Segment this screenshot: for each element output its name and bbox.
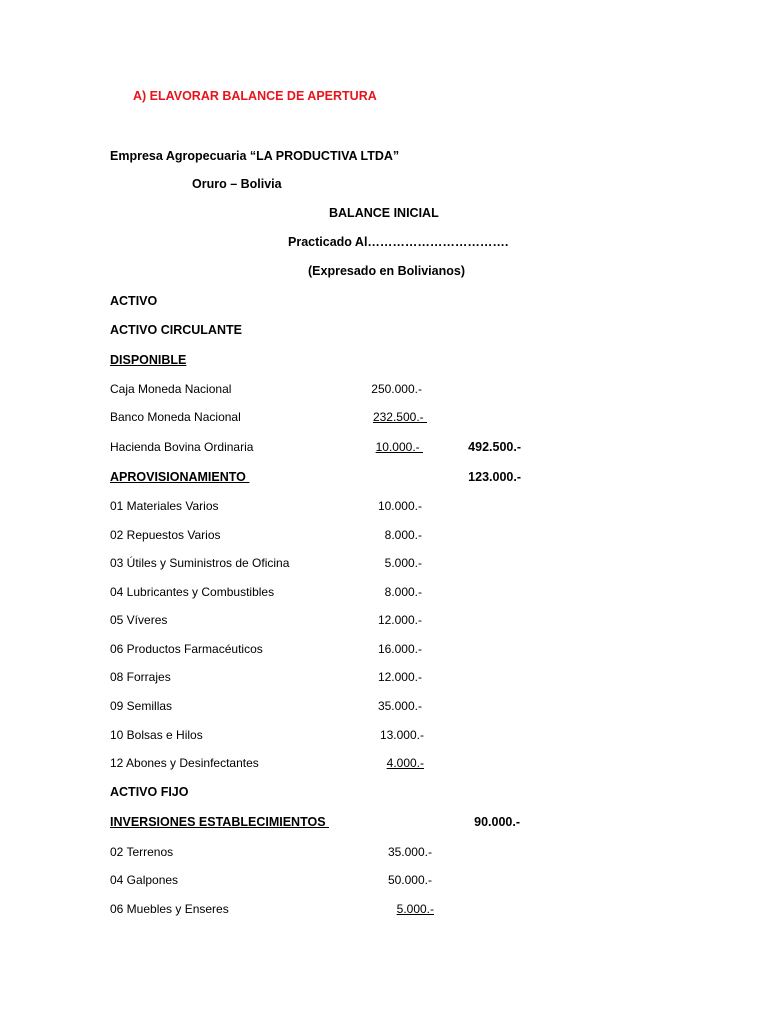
activo-fijo-heading: ACTIVO FIJO: [110, 785, 189, 799]
account-name: 03 Útiles y Suministros de Oficina: [110, 556, 290, 570]
account-amount: 13.000.-: [379, 728, 424, 742]
account-amount: 10.000.-: [377, 499, 422, 513]
inversiones-heading: INVERSIONES ESTABLECIMIENTOS: [110, 815, 330, 829]
inversiones-total: 90.000.-: [474, 815, 520, 829]
account-name: 05 Víveres: [110, 613, 168, 627]
account-amount: 232.500.-: [372, 410, 427, 424]
account-name: 01 Materiales Varios: [110, 499, 219, 513]
currency-note: (Expresado en Bolivianos): [308, 264, 465, 278]
account-amount: 8.000.-: [384, 585, 422, 599]
section-heading: A) ELAVORAR BALANCE DE APERTURA: [133, 89, 377, 103]
account-name: 04 Galpones: [110, 873, 179, 887]
account-amount: 10.000.-: [375, 440, 423, 454]
document-title: BALANCE INICIAL: [329, 206, 439, 220]
account-name: 06 Productos Farmacéuticos: [110, 642, 263, 656]
disponible-heading: DISPONIBLE: [110, 353, 187, 367]
activo-circulante-heading: ACTIVO CIRCULANTE: [110, 323, 242, 337]
activo-heading: ACTIVO: [110, 294, 158, 308]
account-amount: 12.000.-: [377, 613, 422, 627]
account-name: 08 Forrajes: [110, 670, 171, 684]
account-name: 02 Repuestos Varios: [110, 528, 221, 542]
account-name: 04 Lubricantes y Combustibles: [110, 585, 275, 599]
practiced-date-line: Practicado Al…………………………….: [288, 235, 509, 249]
account-amount: 16.000.-: [377, 642, 422, 656]
account-amount: 4.000.-: [386, 756, 424, 770]
account-name: 06 Muebles y Enseres: [110, 902, 229, 916]
account-name: 02 Terrenos: [110, 845, 174, 859]
account-name: 09 Semillas: [110, 699, 173, 713]
account-name: Banco Moneda Nacional: [110, 410, 241, 424]
account-amount: 50.000.-: [387, 873, 432, 887]
account-amount: 250.000.-: [371, 382, 422, 396]
account-amount: 35.000.-: [377, 699, 422, 713]
aprovisionamiento-heading: APROVISIONAMIENTO: [110, 470, 250, 484]
account-name: 10 Bolsas e Hilos: [110, 728, 203, 742]
account-name: Hacienda Bovina Ordinaria: [110, 440, 254, 454]
account-amount: 5.000.-: [384, 556, 422, 570]
account-amount: 12.000.-: [377, 670, 422, 684]
company-name: Empresa Agropecuaria “LA PRODUCTIVA LTDA”: [110, 149, 400, 163]
account-name: 12 Abones y Desinfectantes: [110, 756, 259, 770]
account-name: Caja Moneda Nacional: [110, 382, 232, 396]
disponible-total: 492.500.-: [468, 440, 521, 454]
company-location: Oruro – Bolivia: [192, 177, 282, 191]
account-amount: 5.000.-: [396, 902, 434, 916]
account-amount: 35.000.-: [387, 845, 432, 859]
account-amount: 8.000.-: [384, 528, 422, 542]
aprovisionamiento-total: 123.000.-: [468, 470, 521, 484]
